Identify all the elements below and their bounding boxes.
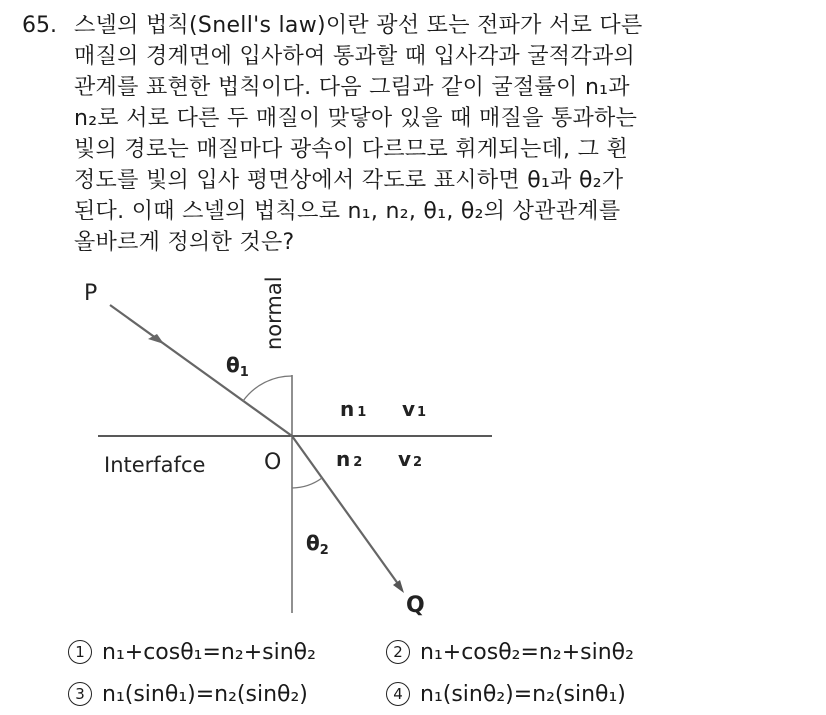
incident-ray-arrow <box>148 334 164 344</box>
n1-label: n 1 <box>340 397 367 421</box>
question-number: 65. <box>22 13 57 38</box>
question-line: 정도를 빛의 입사 평면상에서 각도로 표시하면 θ₁과 θ₂가 <box>74 168 624 193</box>
theta2-label: $\theta_2$ <box>306 531 329 558</box>
choice-mark: 4 <box>386 682 410 706</box>
choice-text: n₁(sinθ₂)=n₂(sinθ₁) <box>420 682 626 707</box>
choice-text: n₁(sinθ₁)=n₂(sinθ₂) <box>102 682 308 707</box>
choice-text: n₁+cosθ₂=n₂+sinθ₂ <box>420 640 634 665</box>
v1-label: v 1 <box>402 397 427 421</box>
question-text <box>74 10 814 258</box>
point-p-label: P <box>84 281 98 306</box>
theta2-arc <box>292 478 322 488</box>
refraction-diagram <box>0 250 826 630</box>
n2-label: n 2 <box>336 447 363 471</box>
question-line: 된다. 이때 스넬의 법칙으로 n₁, n₂, θ₁, θ₂의 상관관계를 <box>74 199 621 224</box>
choice-3[interactable] <box>68 682 308 707</box>
choice-mark: 3 <box>68 682 92 706</box>
point-q-label: Q <box>406 593 425 618</box>
question-line: 관계를 표현한 법칙이다. 다음 그림과 같이 굴절률이 n₁과 <box>74 75 630 100</box>
v2-label: v 2 <box>398 447 423 471</box>
choice-mark: 2 <box>386 640 410 664</box>
question-line: 빛의 경로는 매질마다 광속이 다르므로 휘게되는데, 그 휜 <box>74 137 629 162</box>
choice-1[interactable] <box>68 640 316 665</box>
question-line: n₂로 서로 다른 두 매질이 맞닿아 있을 때 매질을 통과하는 <box>74 106 638 131</box>
refracted-ray-arrow <box>393 580 404 593</box>
theta1-label: $\theta_1$ <box>226 353 249 380</box>
normal-label: normal <box>262 276 286 350</box>
question-line: 올바르게 정의한 것은? <box>74 230 295 255</box>
point-o-label: O <box>264 450 282 475</box>
question-line: 스넬의 법칙(Snell's law)이란 광선 또는 전파가 서로 다른 <box>74 13 643 38</box>
interface-label: Interfafce <box>104 453 206 477</box>
choice-2[interactable] <box>386 640 634 665</box>
theta1-arc <box>243 376 292 401</box>
choice-text: n₁+cosθ₁=n₂+sinθ₂ <box>102 640 316 665</box>
choice-4[interactable] <box>386 682 626 707</box>
choice-mark: 1 <box>68 640 92 664</box>
question-line: 매질의 경계면에 입사하여 통과할 때 입사각과 굴적각과의 <box>74 44 636 69</box>
